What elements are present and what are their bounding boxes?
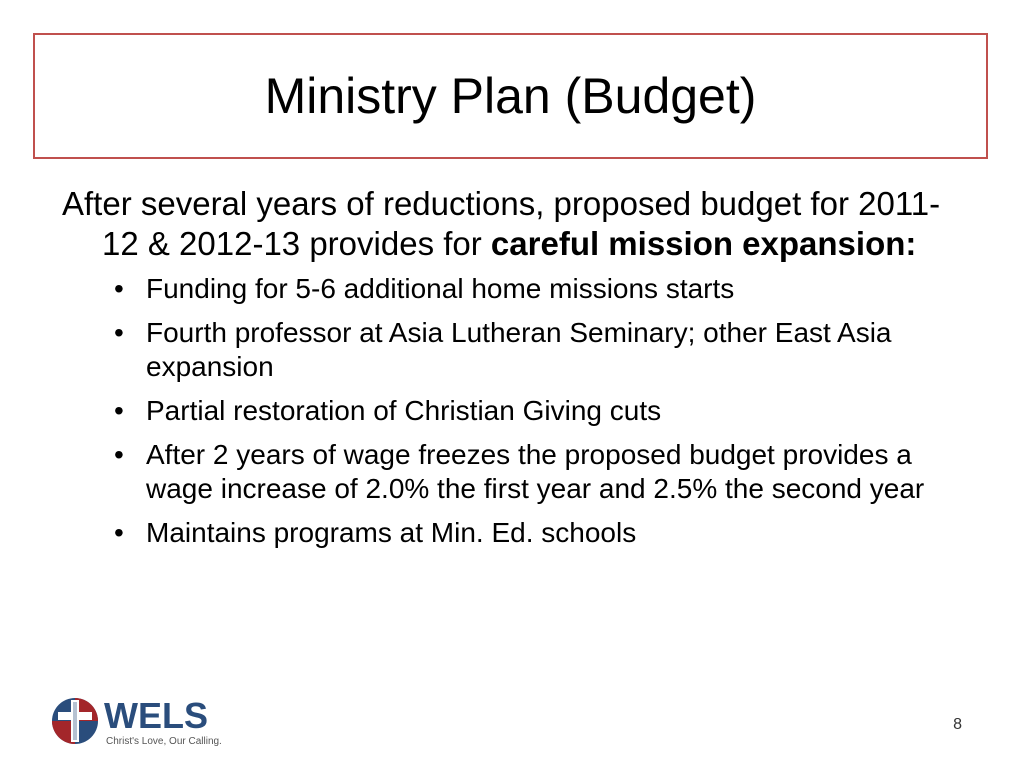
bullet-text: After 2 years of wage freezes the proposed budget provides a wage increase of 2.0% the first year and 2.5% the second year: [146, 439, 925, 504]
list-item: [62, 438, 962, 506]
slide-title: Ministry Plan (Budget): [264, 68, 757, 124]
list-item: [62, 516, 962, 550]
bullet-dot: •: [114, 317, 124, 348]
list-item: [62, 394, 962, 428]
bullet-text: Maintains programs at Min. Ed. schools: [146, 517, 637, 548]
bullet-dot: •: [114, 273, 124, 304]
bullet-dot: •: [114, 395, 124, 426]
bullet-list: [62, 272, 962, 550]
page-number: 8: [953, 716, 962, 733]
lead-emphasis: careful mission expansion:: [490, 225, 917, 262]
slide-body: [62, 184, 962, 560]
cross-emblem-icon: [50, 696, 100, 746]
list-item: [62, 316, 962, 384]
list-item: [62, 272, 962, 306]
lead-paragraph: [62, 184, 962, 264]
bullet-text: Fourth professor at Asia Lutheran Seminary; other East Asia expansion: [146, 317, 892, 382]
bullet-text: Funding for 5-6 additional home missions starts: [146, 273, 735, 304]
title-box: [33, 33, 988, 159]
bullet-dot: •: [114, 517, 124, 548]
wels-logo: [50, 696, 220, 752]
bullet-text: Partial restoration of Christian Giving cuts: [146, 395, 662, 426]
logo-tagline: Christ's Love, Our Calling.: [106, 736, 222, 747]
lead-text: After several years of reductions, proposed budget for 2011-12 & 2012-13 provides for: [62, 185, 941, 262]
logo-wordmark: WELS: [104, 695, 208, 736]
bullet-dot: •: [114, 439, 124, 470]
